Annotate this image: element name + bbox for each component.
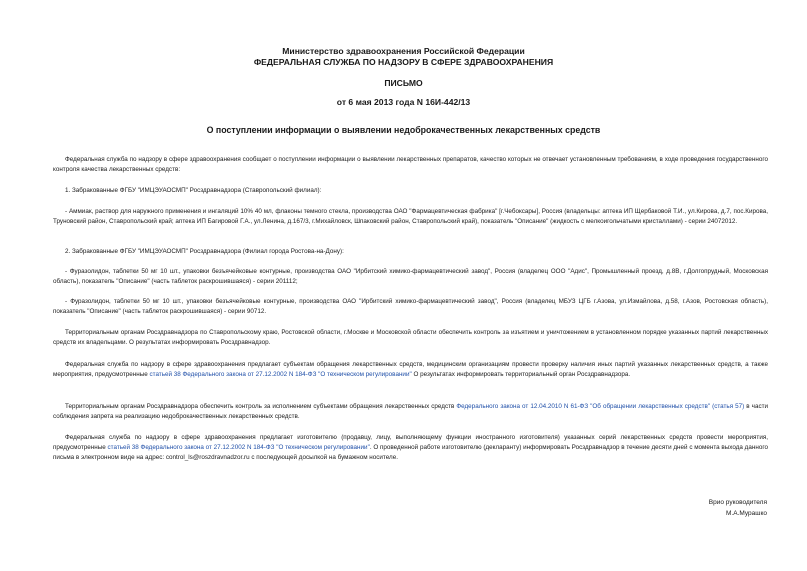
signature-name: М.А.Мурашко [725, 510, 767, 517]
paragraph-1-text: Федеральная служба по надзору в сфере здравоохранения сообщает о поступлении информации о выявлении лекарственных препаратов, качество которых не отвечает установленным требованиям, в ходе проведения государственного контроля качества лекарственных средств: [53, 156, 768, 173]
paragraph-10-text [53, 433, 768, 463]
paragraph-item-furazolidone-2 [53, 297, 768, 317]
paragraph-8-text [53, 360, 768, 380]
paragraph-8-part-b: О результатах информировать территориальный орган Росздравнадзора. [411, 371, 631, 378]
paragraph-inspection [53, 360, 768, 380]
paragraph-item-furazolidone-1 [53, 267, 768, 287]
paragraph-5-text: - Фуразолидон, таблетки 50 мг 10 шт., упаковки безъячейковые контурные, производства ОАО "Ирбитский химико-фармацевтический завод", Россия (владелец ООО "Адис", Промышленный проезд, д.8В, г.Долгопрудный, Московская область), показатель "Описание" (часть таблеток раскрошившаяся) - серии 201112; [53, 268, 768, 285]
ministry-name: Министерство здравоохранения Российской Федерации [282, 46, 525, 56]
paragraph-8-part-a: Федеральная служба по надзору в сфере здравоохранения предлагает субъектам обращения лекарственных средств, медицинским организациям провести проверку наличия иных партий указанных лекарственных средств, а также мероприятия, предусмотренные [53, 361, 768, 378]
law-61-link[interactable]: Федерального закона от 12.04.2010 N 61-ФЗ "Об обращении лекарственных средств" [456, 403, 711, 410]
service-name: ФЕДЕРАЛЬНАЯ СЛУЖБА ПО НАДЗОРУ В СФЕРЕ ЗДРАВООХРАНЕНИЯ [253, 57, 554, 67]
paragraph-4-text: 2. Забракованные ФГБУ "ИМЦЭУАОСМП" Росздравнадзора (Филиал города Ростова-на-Дону): [65, 248, 344, 255]
paragraph-7-text: Территориальным органам Росздравнадзора по Ставропольскому краю, Ростовской области, г.Москве и Московской области обеспечить контроль за изъятием и уничтожением в установленном порядке указанных партий лекарственных средств их владельцами. О результатах информировать Росздравнадзор. [53, 329, 768, 346]
paragraph-3-text: - Аммиак, раствор для наружного применения и ингаляций 10% 40 мл, флаконы темного стекла, производства ОАО "Фармацевтическая фабрика" [г.Чебоксары], Россия (владельцы: аптека ИП Щербаковой Т.И., ул.Кирова, д.7, пос.Кирова, Труновский район, Ставропольский край; аптека ИП Багировой Г.А., ул.Ленина, д.167/3, г.Михайловск, Шпаковский район, Ставропольский край), показатель "Описание" (жидкость с мелкоигольчатыми кристаллами) - серии 24072012. [53, 208, 768, 225]
paragraph-item-ammonia [53, 207, 768, 227]
paragraph-section-1 [53, 186, 768, 196]
paragraph-section-2 [53, 247, 768, 257]
paragraph-9-text [53, 402, 768, 422]
paragraph-intro [53, 155, 768, 175]
document-type: ПИСЬМО [384, 78, 423, 88]
paragraph-enforcement [53, 402, 768, 422]
paragraph-9-part-a: Территориальным органам Росздравнадзора обеспечить контроль за исполнением субъектами обращения лекарственных средств [65, 403, 457, 410]
paragraph-10-part-b: . О проведенной работе изготовителю (декларанту) информировать Росздравнадзор в течение десяти дней с момента выхода данного письма в электронном виде на адрес: control_ls@roszdravnadzor.ru с последующей досылкой на бумажном носителе. [53, 444, 768, 461]
paragraph-2-text: 1. Забракованные ФГБУ "ИМЦЭУАОСМП" Росздравнадзора (Ставропольский филиал): [65, 187, 322, 194]
paragraph-territorial-control [53, 328, 768, 348]
document-title: О поступлении информации о выявлении недоброкачественных лекарственных средств [206, 125, 601, 135]
paragraph-9-part-c: в части соблюдения запрета на реализацию недоброкачественных лекарственных средств. [53, 403, 768, 420]
paragraph-6-text: - Фуразолидон, таблетки 50 мг 10 шт., упаковки безъячейковые контурные, производства ОАО "Ирбитский химико-фармацевтический завод", Россия (владелец МБУЗ ЦГБ г.Азова, ул.Измайлова, д.58, г.Азов, Ростовская область), показатель "Описание" (часть таблеток раскрошившаяся) - серии 90712. [53, 298, 768, 315]
law-184-link-2[interactable]: статьей 38 Федерального закона от 27.12.2002 N 184-ФЗ "О техническом регулировании" [107, 444, 370, 451]
signature-position: Врио руководителя [708, 499, 767, 506]
document-date-number: от 6 мая 2013 года N 16И-442/13 [336, 97, 471, 107]
law-184-link[interactable]: статьей 38 Федерального закона от 27.12.2002 N 184-ФЗ "О техническом регулировании" [149, 371, 412, 378]
paragraph-manufacturer [53, 433, 768, 463]
article-57-link[interactable]: (статья 57) [712, 403, 745, 410]
paragraph-10-part-a: Федеральная служба по надзору в сфере здравоохранения предлагает изготовителю (продавцу, лицу, выполняющему функции иностранного изготовителя) указанных серий лекарственных средств провести мероприятия, предусмотренные [53, 434, 768, 451]
